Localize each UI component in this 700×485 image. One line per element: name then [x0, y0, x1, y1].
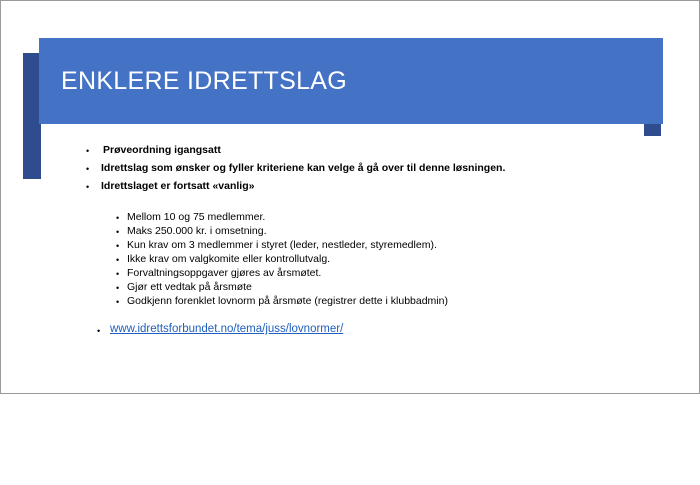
sub-bullet-dot-icon: • [116, 297, 120, 307]
sub-bullet-4: Ikke krav om valgkomite eller kontrollutvalg. [127, 253, 331, 265]
sub-bullet-dot-icon: • [116, 227, 120, 237]
sub-bullet-3: Kun krav om 3 medlemmer i styret (leder, nestleder, styremedlem). [127, 239, 437, 251]
sub-bullet-dot-icon: • [116, 213, 120, 223]
sub-bullet-5: Forvaltningsoppgaver gjøres av årsmøtet. [127, 267, 322, 279]
lovnormer-link[interactable]: www.idrettsforbundet.no/tema/juss/lovnormer/ [110, 323, 344, 335]
bullet-3: Idrettslaget er fortsatt «vanlig» [101, 180, 255, 192]
bullet-2: Idrettslag som ønsker og fyller kriteriene kan velge å gå over til denne løsningen. [101, 162, 506, 174]
bullet-dot-icon: • [86, 182, 90, 192]
sub-bullet-dot-icon: • [116, 241, 120, 251]
sub-bullet-dot-icon: • [116, 269, 120, 279]
bullet-1: Prøveordning igangsatt [103, 144, 221, 156]
bullet-dot-icon: • [86, 164, 90, 174]
sub-bullet-2: Maks 250.000 kr. i omsetning. [127, 225, 267, 237]
banner-fold-right [644, 123, 661, 136]
sub-bullet-6: Gjør ett vedtak på årsmøte [127, 281, 252, 293]
sub-bullet-dot-icon: • [116, 255, 120, 265]
link-bullet-dot-icon: • [97, 326, 101, 336]
bullet-dot-icon: • [86, 146, 90, 156]
sub-bullet-1: Mellom 10 og 75 medlemmer. [127, 211, 266, 223]
slide-title: ENKLERE IDRETTSLAG [61, 67, 348, 95]
sub-bullet-dot-icon: • [116, 283, 120, 293]
sub-bullet-7: Godkjenn forenklet lovnorm på årsmøte (registrer dette i klubbadmin) [127, 295, 448, 307]
